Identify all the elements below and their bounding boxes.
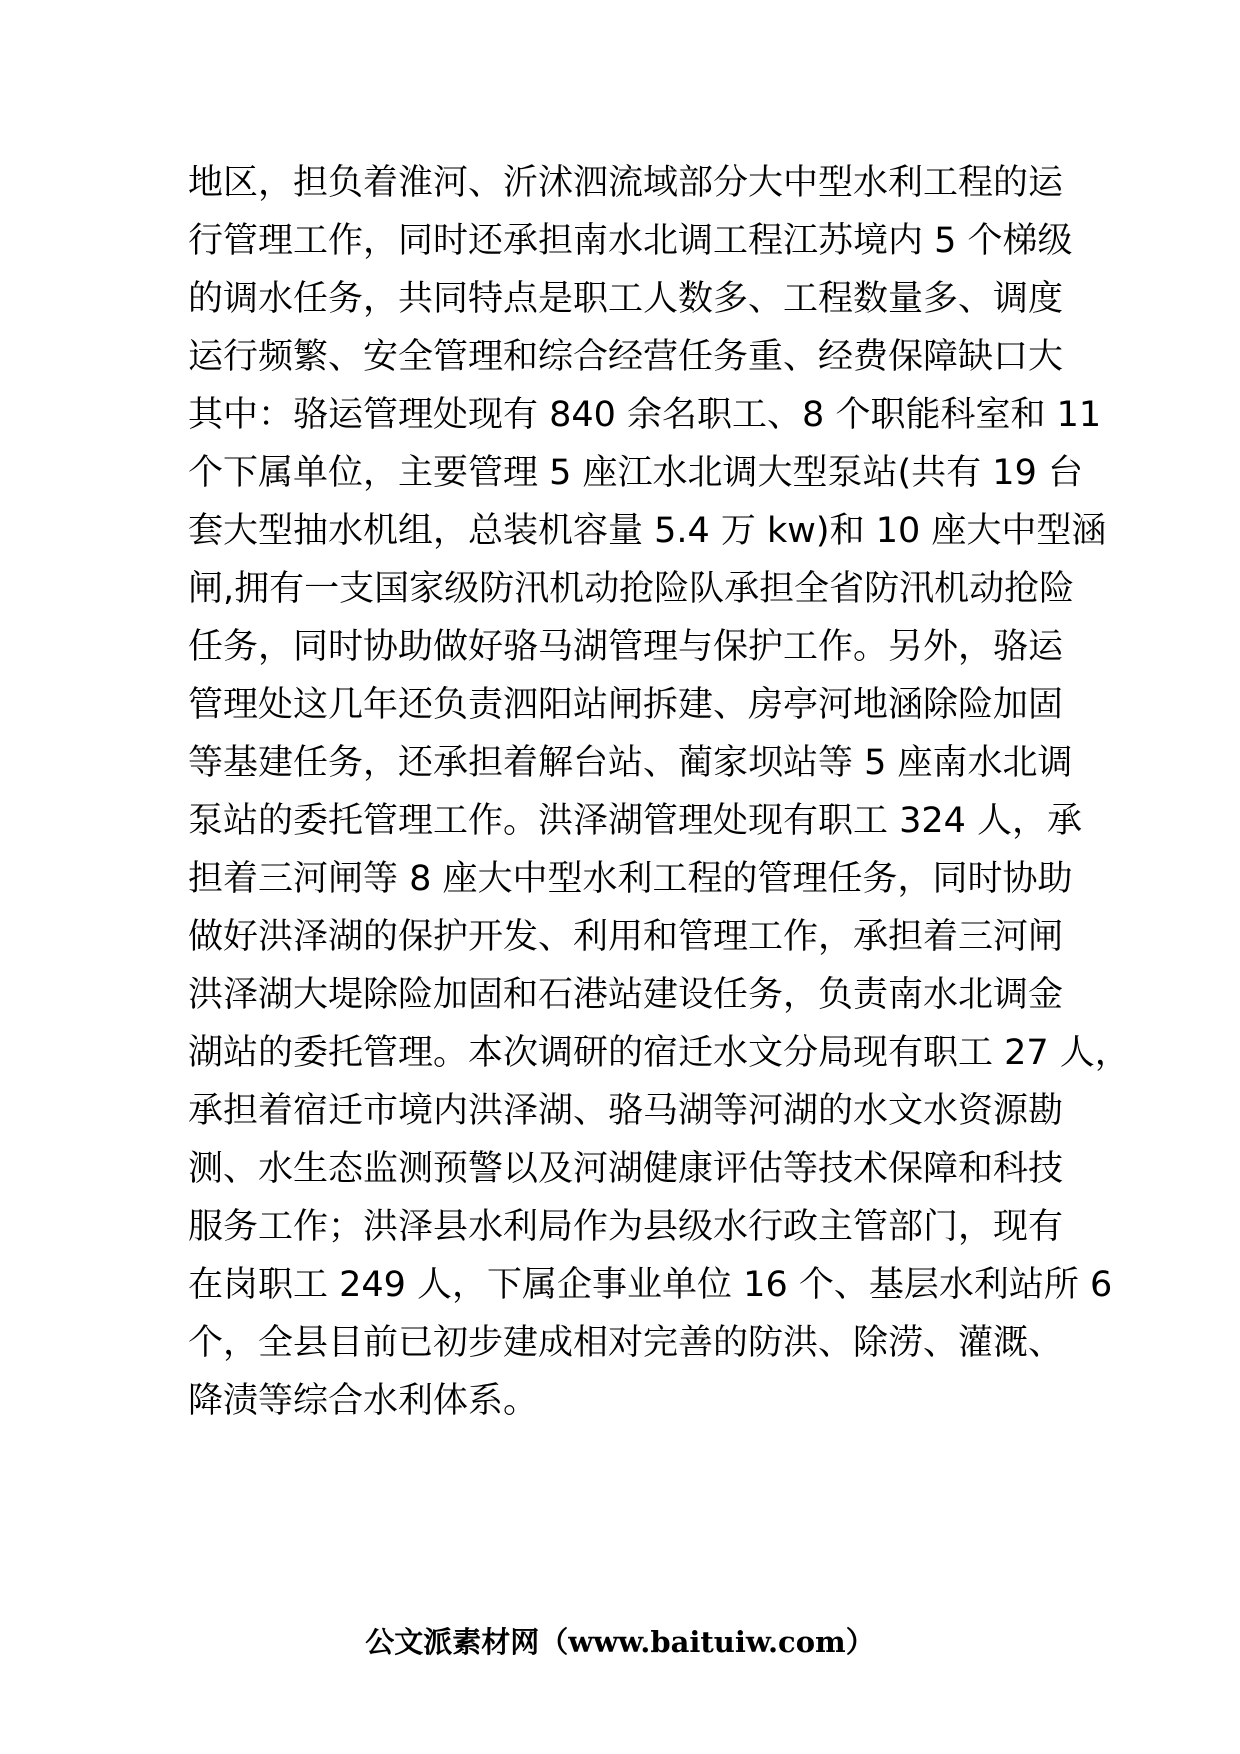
text-line: 服务工作；洪泽县水利局作为县级水行政主管部门，现有 bbox=[188, 1207, 1064, 1247]
text-line: 个，全县目前已初步建成相对完善的防洪、除涝、灌溉、 bbox=[188, 1323, 1064, 1363]
text-line: 洪泽湖大堤除险加固和石港站建设任务，负责南水北调金 bbox=[188, 975, 1064, 1015]
text-line: 测、水生态监测预警以及河湖健康评估等技术保障和科技 bbox=[188, 1149, 1064, 1189]
text-line: 等基建任务，还承担着解台站、蔺家坝站等 5 座南水北调 bbox=[188, 743, 1073, 783]
text-line: 其中：骆运管理处现有 840 余名职工、8 个职能科室和 11 bbox=[188, 395, 1102, 435]
text-line: 套大型抽水机组，总装机容量 5.4 万 kw)和 10 座大中型涵 bbox=[188, 511, 1107, 551]
text-line: 承担着宿迁市境内洪泽湖、骆马湖等河湖的水文水资源勘 bbox=[188, 1091, 1064, 1131]
text-line: 任务，同时协助做好骆马湖管理与保护工作。另外，骆运 bbox=[188, 627, 1064, 667]
text-line: 闸,拥有一支国家级防汛机动抢险队承担全省防汛机动抢险 bbox=[188, 569, 1075, 609]
text-line: 担着三河闸等 8 座大中型水利工程的管理任务，同时协助 bbox=[188, 859, 1073, 899]
text-line: 泵站的委托管理工作。洪泽湖管理处现有职工 324 人，承 bbox=[188, 801, 1083, 841]
text-line: 降渍等综合水利体系。 bbox=[188, 1381, 539, 1421]
text-line: 湖站的委托管理。本次调研的宿迁水文分局现有职工 27 人， bbox=[188, 1033, 1130, 1073]
text-line: 的调水任务，共同特点是职工人数多、工程数量多、调度 bbox=[188, 279, 1064, 319]
footer-source-note: 公文派素材网（www.baituiw.com） bbox=[365, 1625, 875, 1659]
text-line: 管理处这几年还负责泗阳站闸拆建、房亭河地涵除险加固 bbox=[188, 685, 1064, 725]
text-line: 个下属单位，主要管理 5 座江水北调大型泵站(共有 19 台 bbox=[188, 453, 1083, 493]
text-line: 行管理工作，同时还承担南水北调工程江苏境内 5 个梯级 bbox=[188, 221, 1073, 261]
text-line: 在岗职工 249 人，下属企事业单位 16 个、基层水利站所 6 bbox=[188, 1265, 1113, 1305]
text-line: 做好洪泽湖的保护开发、利用和管理工作，承担着三河闸 bbox=[188, 917, 1064, 957]
text-line: 运行频繁、安全管理和综合经营任务重、经费保障缺口大 bbox=[188, 337, 1064, 377]
text-line: 地区，担负着淮河、沂沭泗流域部分大中型水利工程的运 bbox=[188, 163, 1064, 203]
